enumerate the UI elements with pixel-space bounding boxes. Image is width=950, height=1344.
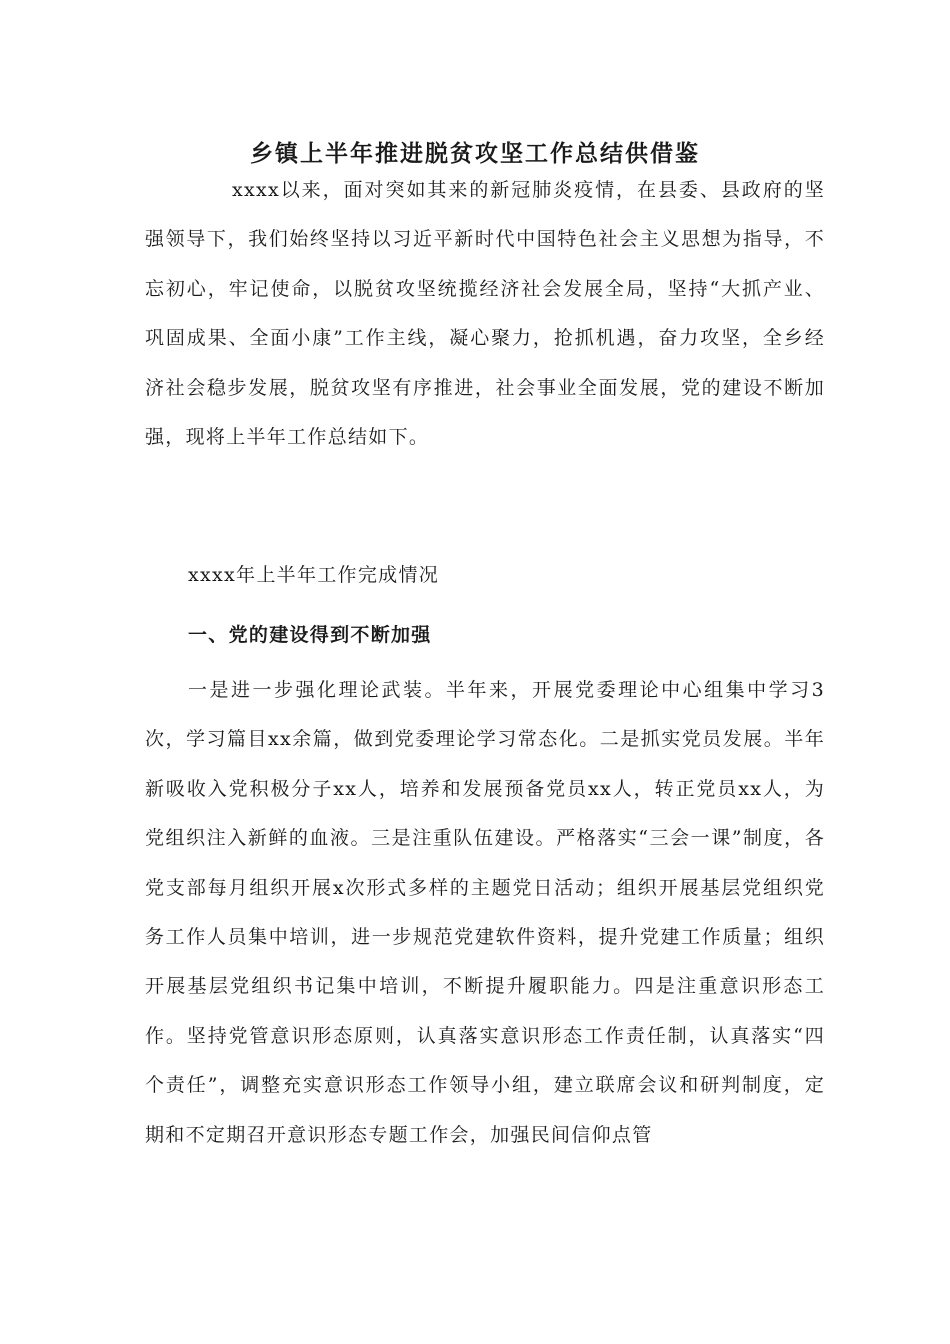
- section-heading: xxxx年上半年工作完成情况: [188, 564, 440, 586]
- subsection-heading: 一、党的建设得到不断加强: [188, 624, 432, 646]
- intro-paragraph: xxxx以来，面对突如其来的新冠肺炎疫情，在县委、县政府的坚强领导下，我们始终坚持以习近平新时代中国特色社会主义思想为指导，不忘初心，牢记使命，以脱贫攻坚统揽经济社会发展全局，坚持“大抓产业、巩固成果、全面小康”工作主线，凝心聚力，抢抓机遇，奋力攻坚，全乡经济社会稳步发展，脱贫攻坚有序推进，社会事业全面发展，党的建设不断加强，现将上半年工作总结如下。: [145, 179, 825, 449]
- body-paragraph: 一是进一步强化理论武装。半年来，开展党委理论中心组集中学习3次，学习篇目xx余篇，做到党委理论学习常态化。二是抓实党员发展。半年新吸收入党积极分子xx人，培养和发展预备党员xx人，转正党员xx人，为党组织注入新鲜的血液。三是注重队伍建设。严格落实“三会一课”制度，各党支部每月组织开展x次形式多样的主题党日活动；组织开展基层党组织党务工作人员集中培训，进一步规范党建软件资料，提升党建工作质量；组织开展基层党组织书记集中培训，不断提升履职能力。四是注重意识形态工作。坚持党管意识形态原则，认真落实意识形态工作责任制，认真落实“四个责任”，调整充实意识形态工作领导小组，建立联席会议和研判制度，定期和不定期召开意识形态专题工作会，加强民间信仰点管: [145, 679, 825, 1146]
- document-title: 乡镇上半年推进脱贫攻坚工作总结供借鉴: [250, 140, 700, 167]
